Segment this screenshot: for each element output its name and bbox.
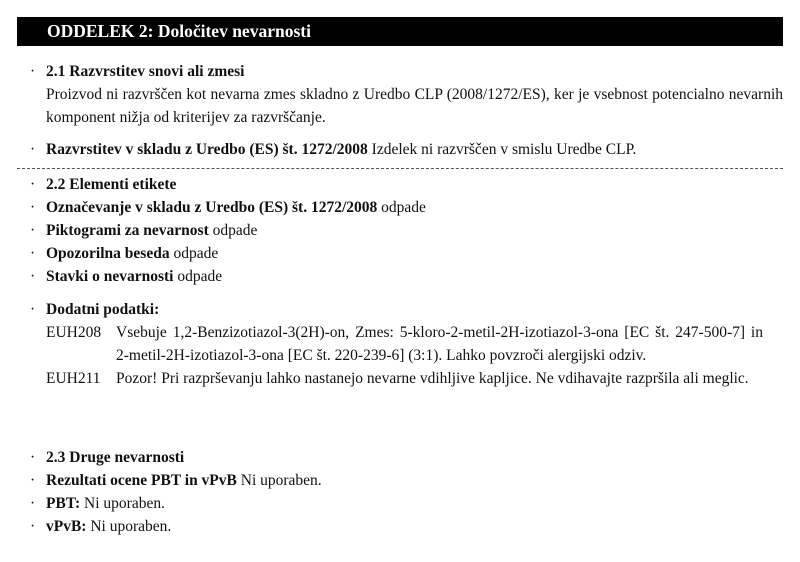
hazard-note	[30, 321, 783, 367]
hazard-note-code: EUH208	[46, 324, 102, 341]
section-2-3	[30, 446, 783, 538]
other-hazard-label: PBT:	[46, 495, 81, 512]
label-item-value: odpade	[177, 268, 223, 285]
bullet: ·	[30, 518, 36, 535]
label-item-label: Stavki o nevarnosti	[46, 268, 174, 285]
other-hazard-label: vPvB:	[46, 518, 87, 535]
bullet: ·	[30, 176, 36, 193]
other-hazard-item	[30, 469, 783, 492]
bullet: ·	[30, 199, 36, 216]
classification-label: Razvrstitev v skladu z Uredbo (ES) št. 1272/2008	[46, 141, 368, 158]
section-2-2-title: 2.2 Elementi etikete	[46, 176, 177, 193]
additional-info-title: Dodatni podatki:	[46, 301, 160, 318]
other-hazard-value: Ni uporaben.	[90, 518, 172, 535]
bullet: ·	[30, 245, 36, 262]
bullet: ·	[30, 495, 36, 512]
label-item	[30, 196, 783, 219]
section-2-1-title: 2.1 Razvrstitev snovi ali zmesi	[46, 63, 245, 80]
label-item-label: Označevanje v skladu z Uredbo (ES) št. 1272/2008	[46, 199, 378, 216]
section-header: ODDELEK 2: Določitev nevarnosti	[17, 17, 783, 46]
classification-value: Izdelek ni razvrščen v smislu Uredbe CLP.	[371, 141, 637, 158]
bullet: ·	[30, 141, 36, 158]
bullet: ·	[30, 63, 36, 80]
classification-row	[30, 138, 783, 161]
label-item-value: odpade	[381, 199, 426, 216]
hazard-note	[30, 367, 783, 390]
bullet: ·	[30, 268, 36, 285]
bullet: ·	[30, 449, 36, 466]
bullet: ·	[30, 301, 36, 318]
section-2-1-text: Proizvod ni razvrščen kot nevarna zmes skladno z Uredbo CLP (2008/1272/ES), ker je vsebnost potencialno nevarnih komponent nižja od kriterijev za razvrščanje.	[46, 86, 783, 126]
section-2-3-title: 2.3 Druge nevarnosti	[46, 449, 185, 466]
hazard-note-code: EUH211	[46, 370, 101, 387]
label-item	[30, 265, 783, 288]
section-2-1	[30, 60, 783, 129]
label-item-label: Opozorilna beseda	[46, 245, 170, 262]
dashed-divider	[17, 168, 783, 169]
other-hazard-item	[30, 515, 783, 538]
bullet: ·	[30, 472, 36, 489]
label-item-value: odpade	[173, 245, 219, 262]
label-item-value: odpade	[212, 222, 258, 239]
other-hazard-label: Rezultati ocene PBT in vPvB	[46, 472, 237, 489]
other-hazard-value: Ni uporaben.	[84, 495, 165, 512]
label-item	[30, 242, 783, 265]
additional-info	[30, 298, 783, 390]
label-item-label: Piktogrami za nevarnost	[46, 222, 209, 239]
bullet: ·	[30, 222, 36, 239]
other-hazard-value: Ni uporaben.	[240, 472, 322, 489]
hazard-note-text: Vsebuje 1,2-Benzizotiazol-3(2H)-on, Zmes: 5-kloro-2-metil-2H-izotiazol-3-ona [EC št. 247-500-7] in 2-metil-2H-izotiazol-3-ona [EC št. 220-239-6] (3:1). Lahko povzroči alergijski odziv.	[116, 324, 763, 364]
hazard-note-text: Pozor! Pri razprševanju lahko nastanejo nevarne vdihljive kapljice. Ne vdihavajte razpršila ali meglic.	[116, 370, 749, 387]
other-hazard-item	[30, 492, 783, 515]
section-2-2	[30, 173, 783, 288]
label-item	[30, 219, 783, 242]
